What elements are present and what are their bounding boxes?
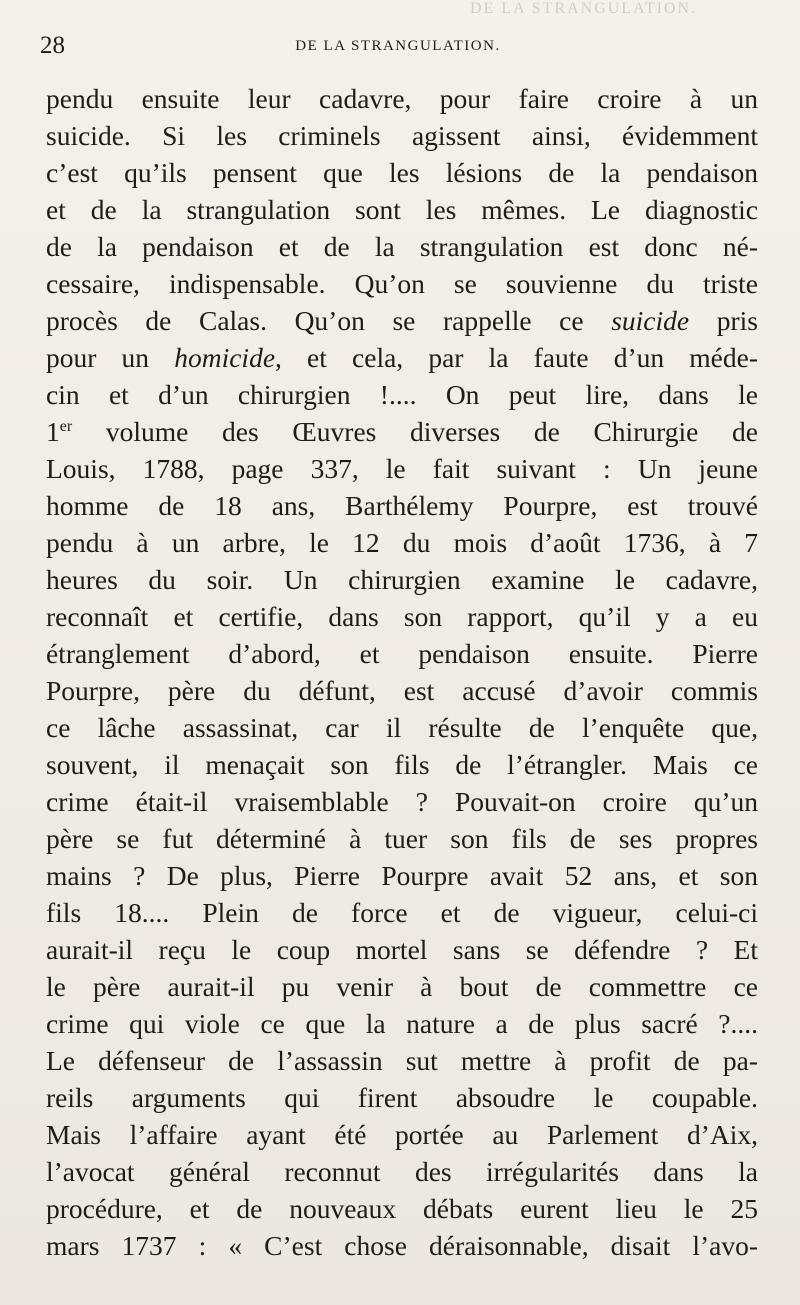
- text-line: [46, 894, 758, 931]
- line-text: crime était-il vraisemblable ? Pouvait-on croire qu’un: [46, 786, 758, 817]
- line-text: procès de Calas. Qu’on se rappelle ce: [46, 305, 612, 336]
- italic-text: homicide: [174, 342, 276, 373]
- line-text: Pourpre, père du défunt, est accusé d’avoir commis: [46, 675, 758, 706]
- bleed-through-text: DE LA STRANGULATION.: [470, 0, 698, 17]
- line-text: pour un: [46, 342, 175, 373]
- line-text: Mais l’affaire ayant été portée au Parlement d’Aix,: [46, 1119, 758, 1150]
- text-line: [46, 117, 758, 154]
- line-text: pendu à un arbre, le 12 du mois d’août 1736, à 7: [46, 527, 758, 558]
- line-text: c’est qu’ils pensent que les lésions de la pendaison: [46, 157, 758, 188]
- text-line: [46, 709, 758, 746]
- text-line: [46, 672, 758, 709]
- body-text: [46, 80, 758, 1264]
- line-text: Louis, 1788, page 337, le fait suivant : Un jeune: [46, 453, 758, 484]
- line-text: reconnaît et certifie, dans son rapport, qu’il y a eu: [46, 601, 758, 632]
- line-text: mains ? De plus, Pierre Pourpre avait 52 ans, et son: [46, 860, 758, 891]
- line-text: l’avocat général reconnut des irrégularités dans la: [46, 1156, 758, 1187]
- text-line: [46, 783, 758, 820]
- line-text: volume des Œuvres diverses de Chirurgie de: [72, 416, 758, 447]
- text-line: [46, 265, 758, 302]
- text-line: [46, 1042, 758, 1079]
- line-text: reils arguments qui firent absoudre le coupable.: [46, 1082, 758, 1113]
- text-line: [46, 339, 758, 376]
- line-text: crime qui viole ce que la nature a de plus sacré ?....: [46, 1008, 758, 1039]
- text-line: [46, 487, 758, 524]
- line-text: pris: [689, 305, 758, 336]
- line-text: cessaire, indispensable. Qu’on se souvienne du triste: [46, 268, 758, 299]
- text-line: [46, 561, 758, 598]
- text-line: [46, 820, 758, 857]
- text-line: [46, 635, 758, 672]
- text-line: [46, 376, 758, 413]
- line-text: , et cela, par la faute d’un méde-: [275, 342, 758, 373]
- line-text: suicide. Si les criminels agissent ainsi, évidemment: [46, 120, 758, 151]
- line-text: étranglement d’abord, et pendaison ensuite. Pierre: [46, 638, 758, 669]
- line-text: et de la strangulation sont les mêmes. Le diagnostic: [46, 194, 758, 225]
- running-head: DE LA STRANGULATION.: [295, 38, 501, 54]
- line-text: homme de 18 ans, Barthélemy Pourpre, est trouvé: [46, 490, 758, 521]
- text-line: [46, 931, 758, 968]
- page-header: [40, 30, 756, 62]
- text-line: [46, 228, 758, 265]
- text-line: [46, 598, 758, 635]
- line-text: mars 1737 : « C’est chose déraisonnable, disait l’avo-: [46, 1230, 758, 1261]
- text-line: [46, 968, 758, 1005]
- italic-text: suicide: [611, 305, 690, 336]
- text-line: [46, 191, 758, 228]
- line-text: fils 18.... Plein de force et de vigueur, celui-ci: [46, 897, 758, 928]
- line-text: 1: [46, 416, 60, 447]
- line-text: le père aurait-il pu venir à bout de commettre ce: [46, 971, 758, 1002]
- text-line: [46, 1116, 758, 1153]
- text-line: [46, 302, 758, 339]
- line-text: aurait-il reçu le coup mortel sans se défendre ? Et: [46, 934, 758, 965]
- text-line: [46, 154, 758, 191]
- line-text: cin et d’un chirurgien !.... On peut lire, dans le: [46, 379, 758, 410]
- text-line: [46, 1190, 758, 1227]
- text-line: [46, 1227, 758, 1264]
- superscript-text: er: [59, 418, 73, 435]
- text-line: [46, 524, 758, 561]
- text-line: [46, 413, 758, 450]
- text-line: [46, 450, 758, 487]
- line-text: pendu ensuite leur cadavre, pour faire croire à un: [46, 83, 758, 114]
- text-line: [46, 1079, 758, 1116]
- text-line: [46, 1005, 758, 1042]
- line-text: procédure, et de nouveaux débats eurent lieu le 25: [46, 1193, 758, 1224]
- line-text: Le défenseur de l’assassin sut mettre à profit de pa-: [46, 1045, 758, 1076]
- line-text: ce lâche assassinat, car il résulte de l’enquête que,: [46, 712, 758, 743]
- text-line: [46, 80, 758, 117]
- line-text: de la pendaison et de la strangulation est donc né-: [46, 231, 758, 262]
- line-text: père se fut déterminé à tuer son fils de ses propres: [46, 823, 758, 854]
- line-text: souvent, il menaçait son fils de l’étrangler. Mais ce: [46, 749, 758, 780]
- text-line: [46, 746, 758, 783]
- page-number: 28: [40, 32, 65, 59]
- line-text: heures du soir. Un chirurgien examine le cadavre,: [46, 564, 758, 595]
- text-line: [46, 1153, 758, 1190]
- text-line: [46, 857, 758, 894]
